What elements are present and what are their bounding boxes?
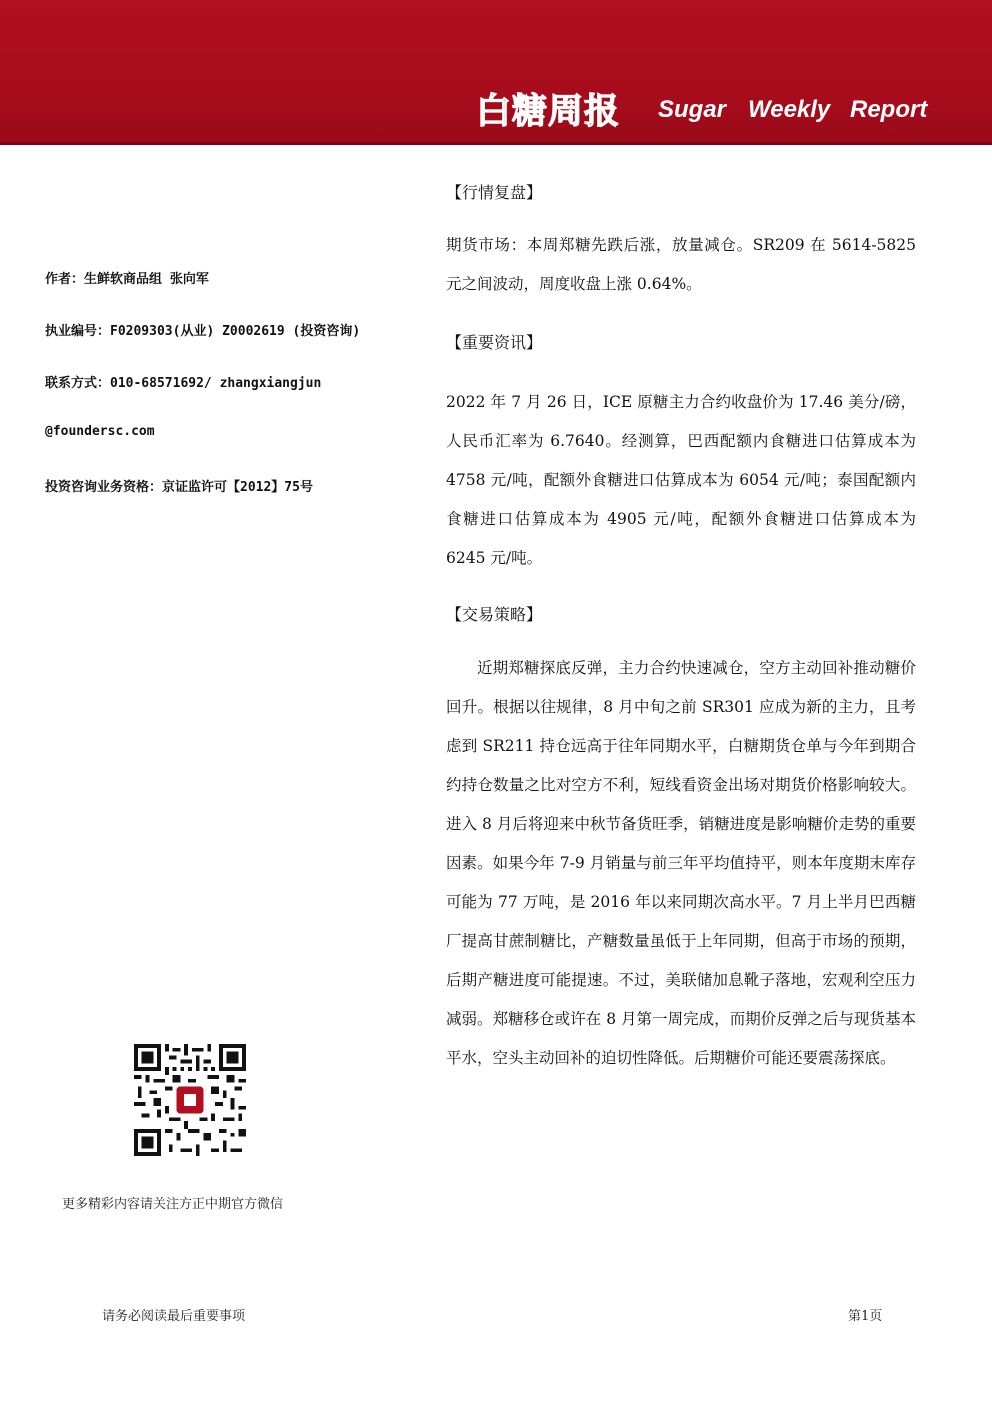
author-line: 作者：生鲜软商品组 张向军	[45, 272, 209, 287]
section-heading-market-review: 【行情复盘】	[446, 183, 543, 202]
report-title-cn: 白糖周报	[476, 92, 621, 132]
report-title-en-word: Report	[850, 96, 928, 123]
qualification-line: 投资咨询业务资格：京证监许可【2012】75号	[45, 480, 313, 495]
section-heading-important-news: 【重要资讯】	[446, 333, 543, 352]
header-banner	[0, 0, 992, 145]
report-title-en-word: Sugar	[658, 96, 727, 123]
strategy-paragraph: 近期郑糖探底反弹，主力合约快速减仓，空方主动回补推动糖价回升。根据以往规律，8 月中旬之前 SR301 应成为新的主力，且考虑到 SR211 持仓远高于往年同期水平，白糖期货仓单与今年到期合约持仓数量之比对空方不利，短线看资金出场对期货价格影响较大。进入 8 月后将迎来中秋节备货旺季，销糖进度是影响糖价走势的重要因素。如果今年 7-9 月销量与前三年平均值持平，则本年度期末库存可能为 77 万吨，是 2016 年以来同期次高水平。7 月上半月巴西糖厂提高甘蔗制糖比，产糖数量虽低于上年同期，但高于市场的预期，后期产糖进度可能提速。不过，美联储加息靴子落地，宏观利空压力减弱。郑糖移仓或许在 8 月第一周完成，而期价反弹之后与现货基本平水，空头主动回补的迫切性降低。后期糖价可能还要震荡探底。	[446, 659, 916, 1067]
contact-email-line: @foundersc.com	[45, 424, 155, 439]
contact-line: 联系方式：010-68571692/ zhangxiangjun	[45, 376, 322, 391]
qr-caption: 更多精彩内容请关注方正中期官方微信	[62, 1197, 284, 1212]
market-review-paragraph: 期货市场：本周郑糖先跌后涨，放量减仓。SR209 在 5614-5825 元之间波动，周度收盘上涨 0.64%。	[446, 236, 916, 293]
license-number-line: 执业编号：F0209303(从业) Z0002619 (投资咨询)	[45, 324, 361, 339]
footer-notice: 请务必阅读最后重要事项	[102, 1309, 246, 1324]
important-news-paragraph: 2022 年 7 月 26 日，ICE 原糖主力合约收盘价为 17.46 美分/磅，人民币汇率为 6.7640。经测算，巴西配额内食糖进口估算成本为 4758 元/吨，配额外食糖进口估算成本为 6054 元/吨；泰国配额内食糖进口估算成本为 4905 元/吨，配额外食糖进口估算成本为 6245 元/吨。	[446, 393, 916, 567]
report-title-en-word: Weekly	[748, 96, 831, 123]
qr-code-icon[interactable]	[134, 1044, 246, 1156]
page-number: 第1页	[848, 1309, 883, 1324]
section-heading-strategy: 【交易策略】	[446, 605, 543, 624]
